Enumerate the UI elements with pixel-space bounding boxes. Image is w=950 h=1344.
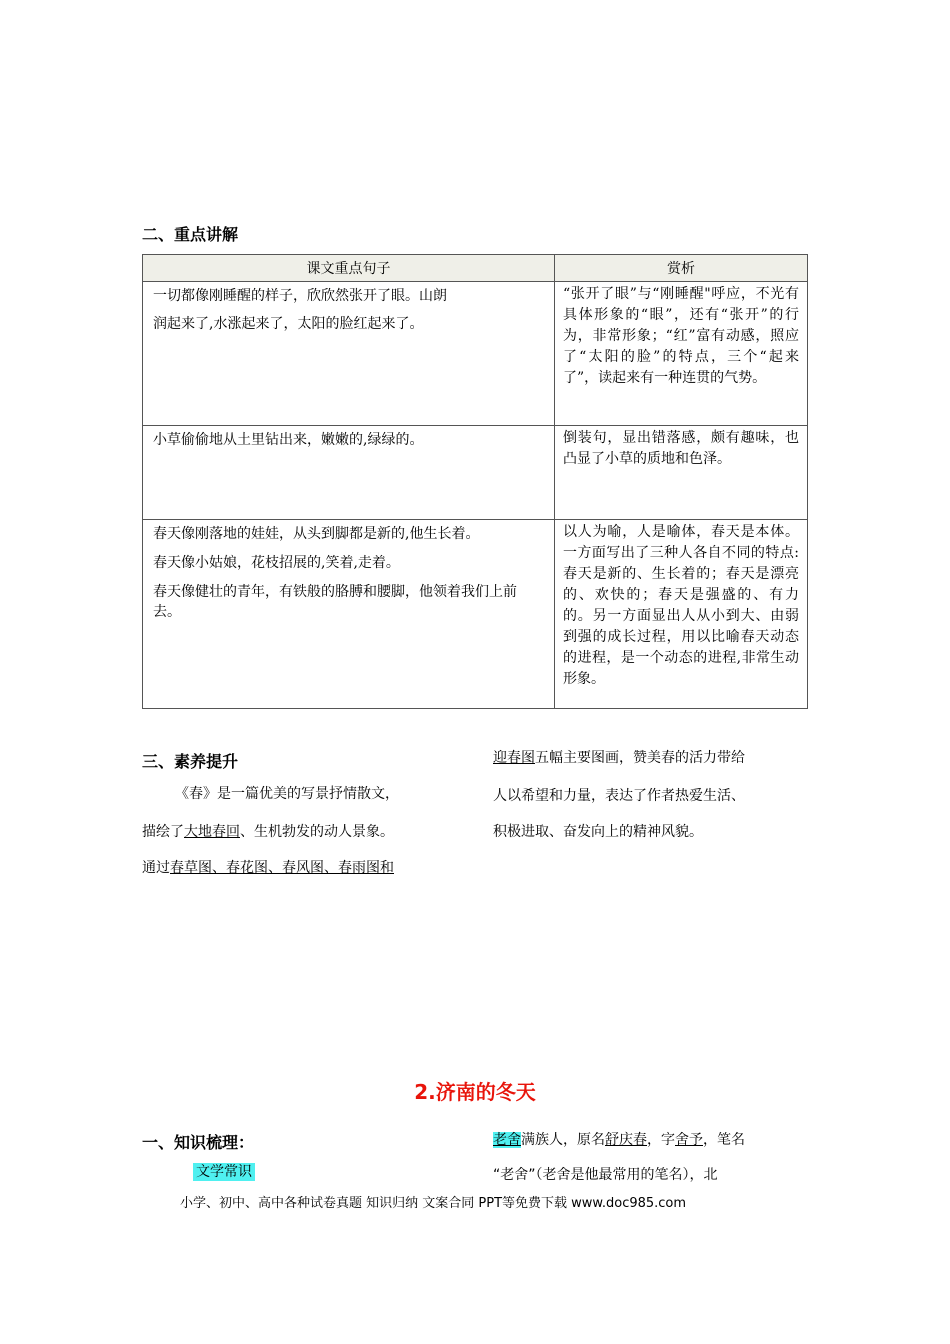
literacy-paragraph-line-1: 《春》是一篇优美的写景抒情散文，: [175, 786, 399, 802]
literacy-paragraph-line-2: [142, 822, 394, 842]
table-header-row: [143, 255, 808, 282]
sentence-line: 春天像小姑娘，花枝招展的,笑着,走着。: [153, 555, 400, 571]
literacy-right-line-1: [493, 748, 745, 768]
highlighted-author-name: 老舍: [493, 1132, 521, 1148]
text-span: ，笔名: [703, 1132, 745, 1148]
text-span: 通过: [142, 860, 170, 876]
literacy-right-line-2: 人以希望和力量，表达了作者热爱生活、: [493, 788, 745, 804]
lesson-title: 2.济南的冬天: [414, 1080, 536, 1104]
sentence-cell: [143, 520, 555, 709]
analysis-cell: 倒装句，显出错落感，颇有趣味，也凸显了小草的质地和色泽。: [555, 426, 808, 520]
literary-knowledge-tag: 文学常识: [193, 1163, 255, 1181]
sentence-line: 小草偷偷地从土里钻出来，嫩嫩的,绿绿的。: [153, 432, 424, 448]
sentence-cell: [143, 282, 555, 426]
underlined-phrase: 舒庆春: [605, 1132, 647, 1148]
analysis-cell: “张开了眼”与“刚睡醒"呼应，不光有具体形象的“眼”，还有“张开”的行为，非常形象；“红”富有动感，照应了“太阳的脸”的特点，三个“起来了”，读起来有一种连贯的气势。: [555, 282, 808, 426]
underlined-phrase: 迎春图: [493, 750, 535, 766]
section-heading-key-points: 二、重点讲解: [142, 225, 239, 244]
literacy-right-line-3: 积极进取、奋发向上的精神风貌。: [493, 824, 703, 840]
underlined-phrase: 春草图、春花图、春风图、春雨图和: [170, 860, 394, 876]
section-heading-literacy: 三、素养提升: [142, 752, 239, 771]
text-span: 五幅主要图画，赞美春的活力带给: [535, 750, 745, 766]
column-header-sentences: 课文重点句子: [143, 255, 555, 282]
author-line-1: [493, 1130, 745, 1150]
underlined-phrase: 舍予: [675, 1132, 703, 1148]
sentence-line: 春天像刚落地的娃娃，从头到脚都是新的,他生长着。: [153, 526, 480, 542]
footer-text: 小学、初中、高中各种试卷真题 知识归纳 文案合同 PPT等免费下载 www.doc985.com: [180, 1196, 687, 1211]
table-row: [143, 282, 808, 426]
text-span: ，字: [647, 1132, 675, 1148]
table-row: [143, 520, 808, 709]
sentence-line: 润起来了,水涨起来了，太阳的脸红起来了。: [153, 316, 424, 332]
text-span: 满族人，原名: [521, 1132, 605, 1148]
author-line-2: “老舍”（老舍是他最常用的笔名），北: [493, 1167, 718, 1183]
sentence-line: 一切都像刚睡醒的样子，欣欣然张开了眼。山朗: [153, 288, 447, 304]
sentence-cell: [143, 426, 555, 520]
key-sentences-table: [142, 254, 808, 709]
text-span: 描绘了: [142, 824, 184, 840]
table-row: [143, 426, 808, 520]
literary-knowledge-tag-wrap: [193, 1162, 255, 1182]
text-span: 、生机勃发的动人景象。: [240, 824, 394, 840]
analysis-cell: 以人为喻，人是喻体，春天是本体。一方面写出了三种人各自不同的特点:春天是新的、生长着的；春天是漂亮的、欢快的；春天是强盛的、有力的。另一方面显出人从小到大、由弱到强的成长过程，用以比喻春天动态的进程，是一个动态的进程,非常生动形象。: [555, 520, 808, 709]
section-heading-knowledge: 一、知识梳理：: [142, 1133, 255, 1152]
column-header-analysis: 赏析: [555, 255, 808, 282]
sentence-line: 春天像健壮的青年，有铁般的胳膊和腰脚，他领着我们上前去。: [153, 584, 517, 620]
literacy-paragraph-line-3: [142, 858, 394, 878]
underlined-phrase: 大地春回: [184, 824, 240, 840]
